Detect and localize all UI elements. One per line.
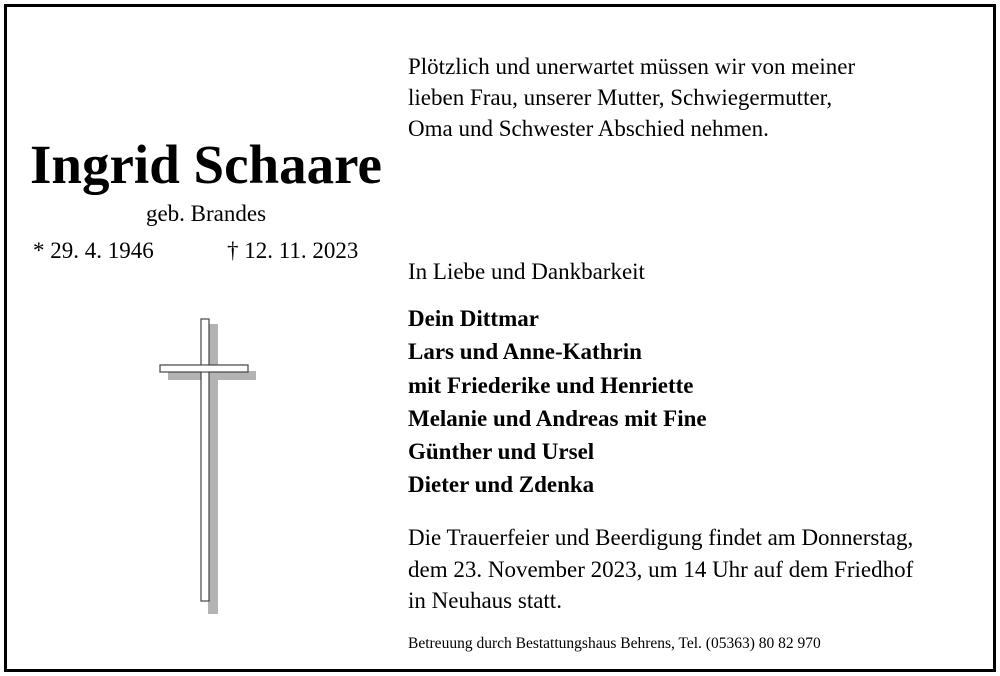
family-list [408, 302, 707, 502]
funeral-home-footer: Betreuung durch Bestattungshaus Behrens, Tel. (05363) 80 82 970 [408, 635, 821, 652]
thanks-line: In Liebe und Dankbarkeit [408, 259, 645, 284]
family-member: Melanie und Andreas mit Fine [408, 405, 707, 431]
ceremony-line: in Neuhaus statt. [408, 588, 562, 613]
ceremony-line: Die Trauerfeier und Beerdigung findet am Donnerstag, [408, 525, 914, 550]
ceremony-text [408, 522, 913, 617]
family-member: Dein Dittmar [408, 306, 539, 331]
intro-line: Oma und Schwester Abschied nehmen. [408, 116, 769, 141]
deceased-name: Ingrid Schaare [30, 134, 382, 195]
birth-date: * 29. 4. 1946 [33, 238, 154, 263]
cross-icon [150, 314, 270, 614]
family-member: mit Friederike und Henriette [408, 372, 694, 398]
intro-line: lieben Frau, unserer Mutter, Schwiegermutter, [408, 85, 833, 110]
family-member: Dieter und Zdenka [408, 472, 595, 498]
ceremony-line: dem 23. November 2023, um 14 Uhr auf dem Friedhof [408, 556, 914, 582]
intro-text [408, 51, 855, 144]
maiden-name: geb. Brandes [145, 201, 267, 226]
family-member: Lars und Anne-Kathrin [408, 339, 642, 365]
death-date: † 12. 11. 2023 [227, 238, 359, 263]
family-member: Günther und Ursel [408, 439, 595, 465]
intro-line: Plötzlich und unerwartet müssen wir von meiner [408, 54, 856, 79]
